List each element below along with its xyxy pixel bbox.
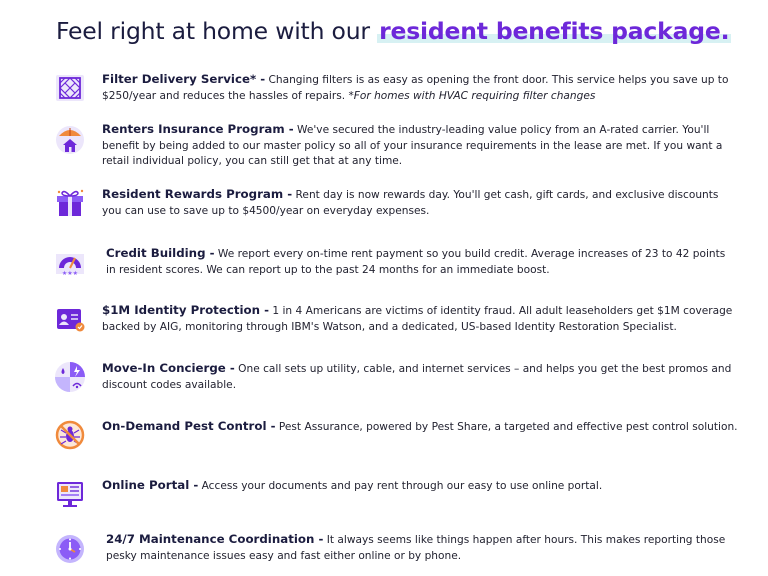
- umbrella-house-icon: [54, 122, 86, 154]
- benefit-heading: Move-In Concierge -: [102, 361, 235, 375]
- benefit-text: [102, 187, 738, 219]
- benefit-body: 1 in 4 Americans are victims of identity fraud. All adult leaseholders get $1M coverage backed by AIG, monitoring through IBM's Watson, and a dedicated, US-based Identity Restoration Specialist.: [102, 305, 733, 333]
- benefit-body: Pest Assurance, powered by Pest Share, a targeted and effective pest control solution.: [275, 421, 738, 433]
- benefit-note: *For homes with HVAC requiring filter changes: [348, 89, 596, 102]
- benefit-body: Changing filters is as easy as opening the front door. This service helps you save up to $250/year and reduces the hassles of repairs.: [102, 74, 729, 102]
- benefit-heading: 24/7 Maintenance Coordination -: [106, 532, 324, 546]
- credit-gauge-icon: [54, 246, 86, 278]
- benefit-heading: Renters Insurance Program -: [102, 122, 294, 136]
- clock-icon: [54, 532, 86, 564]
- benefit-text: [102, 419, 738, 436]
- benefit-heading: Online Portal -: [102, 478, 199, 492]
- benefit-text: [102, 478, 738, 495]
- benefit-text: [102, 361, 738, 393]
- benefit-text: [106, 532, 738, 564]
- benefit-body: Rent day is now rewards day. You'll get cash, gift cards, and exclusive discounts you can use to save up to $4500/year on everyday expenses.: [102, 189, 719, 217]
- identity-card-icon: [54, 303, 86, 335]
- benefit-body: One call sets up utility, cable, and internet services – and helps you get the best promos and discount codes available.: [102, 363, 732, 391]
- benefit-text: [102, 72, 738, 104]
- benefit-body: It always seems like things happen after hours. This makes reporting those pesky maintenance issues easy and fast either online or by phone.: [106, 534, 726, 562]
- benefit-heading: Credit Building -: [106, 246, 215, 260]
- benefit-body: Access your documents and pay rent through our easy to use online portal.: [198, 480, 603, 492]
- utilities-icon: [54, 361, 86, 393]
- benefit-heading: On-Demand Pest Control -: [102, 419, 276, 433]
- benefit-heading: $1M Identity Protection -: [102, 303, 270, 317]
- benefit-body: We've secured the industry-leading value policy from an A-rated carrier. You'll benefit by being added to our master policy so all of your insurance requirements in the lease are met. If you want a retail individual policy, you can still get that at any time.: [102, 124, 723, 168]
- title-highlight: resident benefits package.: [379, 17, 730, 45]
- benefit-text: [102, 303, 738, 335]
- filter-icon: [54, 72, 86, 104]
- benefit-text: [102, 122, 738, 170]
- gift-icon: [54, 187, 86, 219]
- title-prefix: Feel right at home with our: [56, 17, 378, 45]
- benefit-body: We report every on-time rent payment so you build credit. Average increases of 23 to 42 points in resident scores. We can report up to the past 24 months for an immediate boost.: [106, 248, 726, 276]
- svg-text:★★★: ★★★: [61, 270, 79, 277]
- page-title: [56, 14, 731, 48]
- benefit-text: [106, 246, 738, 278]
- benefit-heading: Resident Rewards Program -: [102, 187, 293, 201]
- no-pest-icon: [54, 419, 86, 451]
- benefit-heading: Filter Delivery Service* -: [102, 72, 266, 86]
- portal-monitor-icon: [54, 478, 86, 510]
